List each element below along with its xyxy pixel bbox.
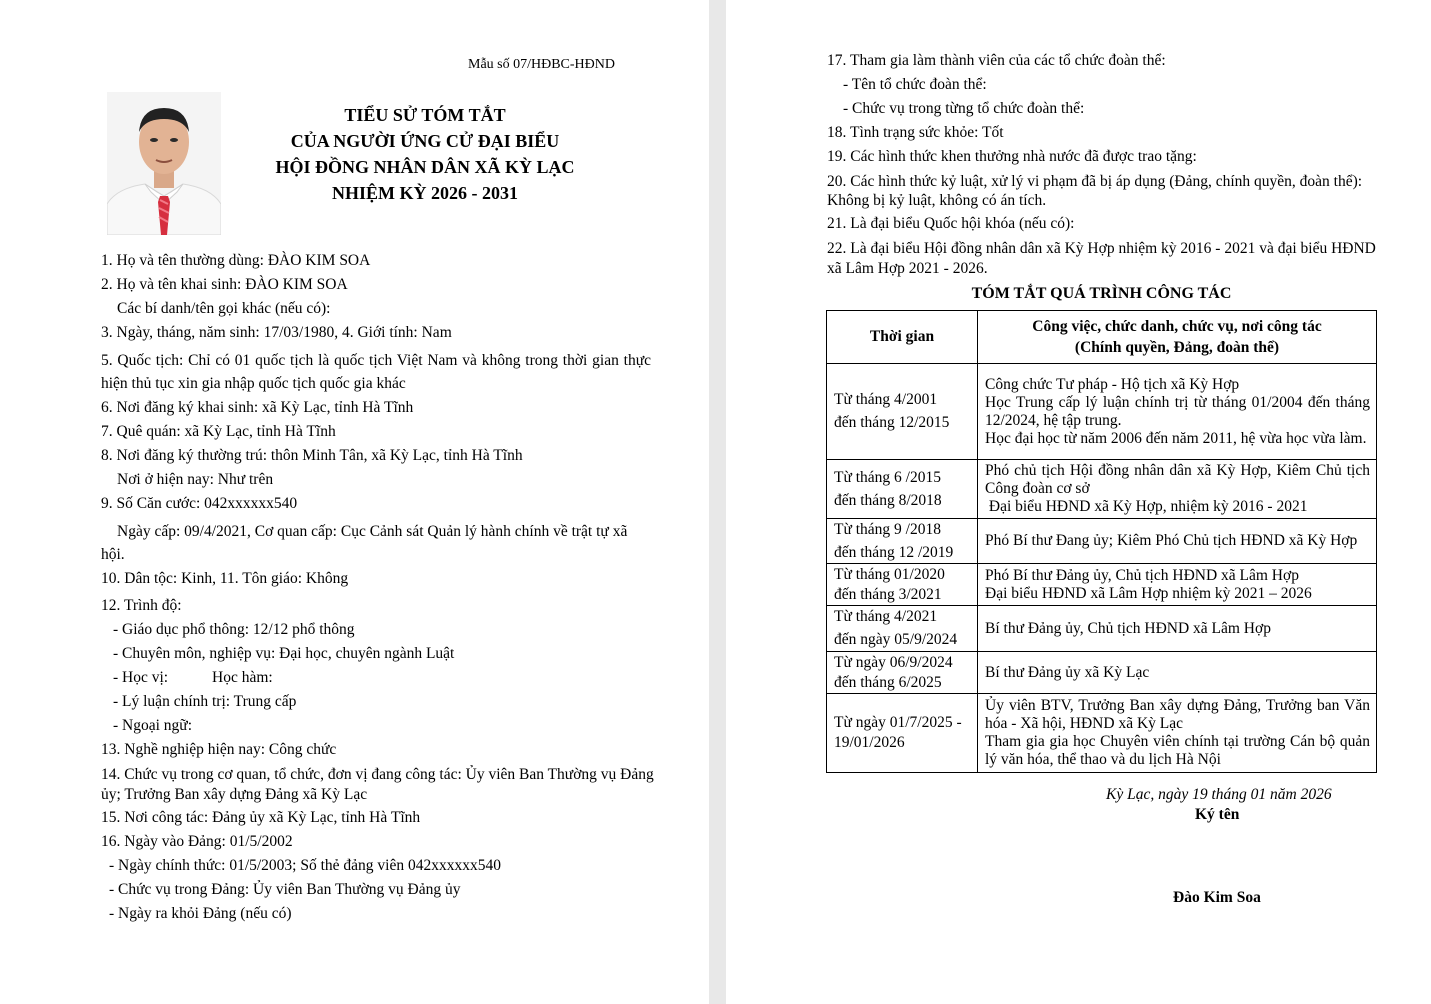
title-line-4: NHIỆM KỲ 2026 - 2031 <box>332 183 518 203</box>
table-row <box>827 694 1377 773</box>
row-description <box>978 364 1377 460</box>
signer-name: Đào Kim Soa <box>1173 889 1261 906</box>
right-page <box>726 0 1431 1004</box>
field-id-number: 9. Số Căn cước: 042xxxxxx540 <box>101 495 298 512</box>
row-time-start: Từ tháng 6 /2015 <box>834 468 941 486</box>
row-description-line: Bí thư Đảng ủy, Chủ tịch HĐND xã Lâm Hợp <box>985 619 1271 637</box>
table-row <box>827 606 1377 652</box>
row-time <box>827 694 978 773</box>
row-time <box>827 564 978 606</box>
field-foreign-language: - Ngoại ngữ: <box>113 717 192 734</box>
candidate-photo <box>107 92 221 235</box>
row-time-start: Từ tháng 01/2020 <box>834 565 945 583</box>
field-party-official-date: - Ngày chính thức: 01/5/2003; Số thẻ đảng viên 042xxxxxx540 <box>109 857 501 874</box>
row-time <box>827 460 978 519</box>
title-line-1: TIỂU SỬ TÓM TẮT <box>344 105 506 125</box>
field-hometown: 7. Quê quán: xã Kỳ Lạc, tỉnh Hà Tĩnh <box>101 423 336 440</box>
field-nationality: 5. Quốc tịch: Chỉ có 01 quốc tịch là quốc tịch Việt Nam và không trong thời gian thực hiện thủ tục xin gia nhập quốc tịch quốc gia khác <box>101 352 651 392</box>
header-description <box>978 311 1377 364</box>
row-description <box>978 694 1377 773</box>
work-history-table <box>826 310 1377 773</box>
candidate-photo-image <box>107 92 221 235</box>
row-description-line: Phó Bí thư Đang ủy; Kiêm Phó Chủ tịch HĐND xã Kỳ Hợp <box>985 532 1358 549</box>
header-description-line-2: (Chính quyền, Đảng, đoàn thể) <box>1074 338 1280 356</box>
row-time-end: đến tháng 12 /2019 <box>834 543 954 561</box>
row-time-end: đến tháng 6/2025 <box>834 673 942 691</box>
field-common-name: 1. Họ và tên thường dùng: ĐÀO KIM SOA <box>101 252 371 269</box>
row-time <box>827 519 978 564</box>
field-degree: - Học vị: <box>113 669 169 686</box>
sign-label: Ký tên <box>1195 806 1240 823</box>
field-party-leave-date: - Ngày ra khỏi Đảng (nếu có) <box>109 905 292 922</box>
field-id-issue: Ngày cấp: 09/4/2021, Cơ quan cấp: Cục Cảnh sát Quản lý hành chính về trật tự xã hội. <box>101 523 628 563</box>
field-organization-names: - Tên tổ chức đoàn thể: <box>843 76 987 93</box>
row-time-end: 19/01/2026 <box>834 734 905 751</box>
row-time <box>827 652 978 694</box>
field-aliases: Các bí danh/tên gọi khác (nếu có): <box>117 300 331 317</box>
row-time-start: Từ tháng 9 /2018 <box>834 520 941 538</box>
row-description-line: Học đại học từ năm 2006 đến năm 2011, hệ vừa học vừa làm. <box>985 429 1367 447</box>
row-time-start: Từ ngày 01/7/2025 - <box>834 714 962 731</box>
field-permanent-residence: 8. Nơi đăng ký thường trú: thôn Minh Tân, xã Kỳ Lạc, tỉnh Hà Tĩnh <box>101 447 523 464</box>
field-organization-positions: - Chức vụ trong từng tổ chức đoàn thể: <box>843 100 1085 117</box>
row-description-line: Bí thư Đảng ủy xã Kỳ Lạc <box>985 663 1150 681</box>
field-discipline: 20. Các hình thức kỷ luật, xử lý vi phạm đã bị áp dụng (Đảng, chính quyền, đoàn thể): Không bị kỷ luật, không có án tích. <box>827 173 1363 209</box>
field-birth-registration: 6. Nơi đăng ký khai sinh: xã Kỳ Lạc, tỉnh Hà Tĩnh <box>101 399 414 416</box>
place-and-date: Kỳ Lạc, ngày 19 tháng 01 năm 2026 <box>1106 786 1332 803</box>
form-code: Mẫu số 07/HĐBC-HĐND <box>468 57 615 72</box>
row-time-end: đến tháng 3/2021 <box>834 585 942 603</box>
row-description-line: Đại biểu HĐND xã Kỳ Hợp, nhiệm kỳ 2016 - 2021 <box>985 498 1308 515</box>
row-time <box>827 606 978 652</box>
field-general-education: - Giáo dục phổ thông: 12/12 phổ thông <box>113 621 355 638</box>
row-description-line: Phó chủ tịch Hội đồng nhân dân xã Kỳ Hợp, Kiêm Chủ tịch Công đoàn cơ sở <box>985 462 1370 497</box>
row-description-line: Đại biểu HĐND xã Lâm Hợp nhiệm kỳ 2021 – 2026 <box>985 584 1312 602</box>
field-current-residence: Nơi ở hiện nay: Như trên <box>117 471 274 488</box>
field-specialty: - Chuyên môn, nghiệp vụ: Đại học, chuyên ngành Luật <box>113 645 455 662</box>
work-summary-title: TÓM TẮT QUÁ TRÌNH CÔNG TÁC <box>971 285 1232 302</box>
field-birth-name: 2. Họ và tên khai sinh: ĐÀO KIM SOA <box>101 276 348 293</box>
row-description-line: Phó Bí thư Đảng ủy, Chủ tịch HĐND xã Lâm Hợp <box>985 566 1299 584</box>
field-national-assembly: 21. Là đại biểu Quốc hội khóa (nếu có): <box>827 215 1075 232</box>
table-row <box>827 460 1377 519</box>
row-time-start: Từ ngày 06/9/2024 <box>834 653 953 671</box>
header-time: Thời gian <box>827 311 978 364</box>
field-council-member: 22. Là đại biểu Hội đồng nhân dân xã Kỳ Hợp nhiệm kỳ 2016 - 2021 và đại biểu HĐND xã Lâm Hợp 2021 - 2026. <box>827 240 1376 277</box>
header-description-line-1: Công việc, chức danh, chức vụ, nơi công tác <box>1032 317 1322 335</box>
field-party-join-date: 16. Ngày vào Đảng: 01/5/2002 <box>101 833 293 850</box>
field-occupation: 13. Nghề nghiệp hiện nay: Công chức <box>101 741 337 758</box>
field-education: 12. Trình độ: <box>101 597 182 614</box>
row-description <box>978 564 1377 606</box>
row-description <box>978 652 1377 694</box>
title-line-3: HỘI ĐỒNG NHÂN DÂN XÃ KỲ LẠC <box>275 157 575 177</box>
table-row <box>827 652 1377 694</box>
row-description-line: Công chức Tư pháp - Hộ tịch xã Kỳ Hợp <box>985 375 1240 393</box>
field-ethnicity-religion: 10. Dân tộc: Kinh, 11. Tôn giáo: Không <box>101 570 349 587</box>
title-line-2: CỦA NGƯỜI ỨNG CỬ ĐẠI BIỂU <box>290 131 560 151</box>
field-position: 14. Chức vụ trong cơ quan, tổ chức, đơn vị đang công tác: Ủy viên Ban Thường vụ Đảng ủy; Trưởng Ban xây dựng Đảng xã Kỳ Lạc <box>101 766 654 803</box>
left-page <box>0 0 709 1004</box>
field-organizations: 17. Tham gia làm thành viên của các tổ chức đoàn thể: <box>827 52 1166 69</box>
row-time-end: đến ngày 05/9/2024 <box>834 631 958 648</box>
row-description-line: Ủy viên BTV, Trưởng Ban xây dựng Đảng, Trưởng ban Văn hóa - Xã hội, HĐND xã Kỳ Lạc <box>985 697 1370 732</box>
field-awards: 19. Các hình thức khen thưởng nhà nước đã được trao tặng: <box>827 148 1197 165</box>
document-title <box>230 102 620 206</box>
table-header-row <box>827 311 1377 364</box>
field-dob-gender: 3. Ngày, tháng, năm sinh: 17/03/1980, 4. Giới tính: Nam <box>101 324 452 341</box>
field-health: 18. Tình trạng sức khỏe: Tốt <box>827 124 1004 141</box>
row-description <box>978 519 1377 564</box>
field-workplace: 15. Nơi công tác: Đảng ủy xã Kỳ Lạc, tỉnh Hà Tĩnh <box>101 809 421 826</box>
table-row <box>827 564 1377 606</box>
field-party-position: - Chức vụ trong Đảng: Ủy viên Ban Thường vụ Đảng ủy <box>109 881 461 898</box>
row-description-line: Tham gia gia học Chuyên viên chính tại trường Cán bộ quản lý văn hóa, thể thao và du lịch Hà Nội <box>985 733 1370 768</box>
row-description <box>978 606 1377 652</box>
field-political-theory: - Lý luận chính trị: Trung cấp <box>113 693 297 710</box>
row-time-start: Từ tháng 4/2021 <box>834 608 938 625</box>
row-time-start: Từ tháng 4/2001 <box>834 391 938 408</box>
field-academic-title: Học hàm: <box>212 669 273 686</box>
row-time-end: đến tháng 12/2015 <box>834 414 950 431</box>
table-row <box>827 519 1377 564</box>
row-description <box>978 460 1377 519</box>
row-time-end: đến tháng 8/2018 <box>834 491 942 509</box>
row-description-line: Học Trung cấp lý luận chính trị từ tháng 01/2004 đến tháng 12/2024, hệ tập trung. <box>985 393 1370 429</box>
row-time <box>827 364 978 460</box>
table-row <box>827 364 1377 460</box>
